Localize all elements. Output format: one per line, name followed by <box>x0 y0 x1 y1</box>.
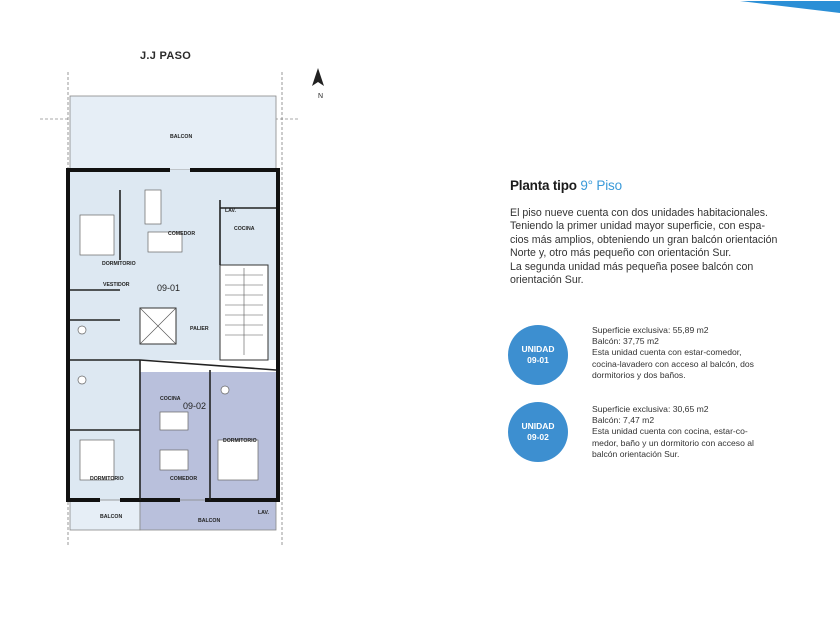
balcony-bottom-right <box>140 500 276 530</box>
unit-09-01-block <box>508 325 818 389</box>
unit-09-02-block <box>508 402 818 466</box>
description: El piso nueve cuenta con dos unidades habitacionales. Teniendo la primer unidad mayor superficie, con espa- cios más amplios, obteniendo un gran balcón orientación Norte y, otro más pequeño con orientación Sur. La segunda unidad más pequeña posee balcón con orientación Sur. <box>510 207 778 287</box>
label-balcon-top: BALCON <box>170 134 193 140</box>
label-dormitorio-01: DORMITORIO <box>102 261 136 267</box>
label-cocina-01: COCINA <box>234 226 255 232</box>
unit-02-label: 09-02 <box>183 401 207 411</box>
unit-09-02-badge: UNIDAD 09-02 <box>508 402 568 462</box>
unit-02-area <box>140 372 276 500</box>
info-panel <box>510 178 815 287</box>
corner-decoration <box>720 0 840 12</box>
label-palier: PALIER <box>190 326 209 332</box>
label-lav-02: LAV. <box>258 510 269 516</box>
north-arrow-icon <box>312 68 324 86</box>
north-label: N <box>318 93 324 100</box>
balcony-top <box>70 96 276 170</box>
label-balcon-bl: BALCON <box>100 514 123 520</box>
label-comedor-01: COMEDOR <box>168 231 196 237</box>
floor-plan <box>20 60 324 550</box>
title-highlight: 9° Piso <box>580 178 622 193</box>
label-lav-01: LAV. <box>225 208 236 214</box>
label-dormitorio-03: DORMITORIO <box>90 476 124 482</box>
street-label: J.J PASO <box>140 50 192 62</box>
unit-01-label: 09-01 <box>157 283 181 293</box>
page-title: Planta tipo 9° Piso <box>510 178 622 193</box>
label-dormitorio-02: DORMITORIO <box>223 438 257 444</box>
label-comedor-02: COMEDOR <box>170 476 198 482</box>
unit-09-02-details: Superficie exclusiva: 30,65 m2 Balcón: 7,47 m2 Esta unidad cuenta con cocina, estar-co- medor, baño y un dormitorio con acceso al balcón orientación Sur. <box>592 404 754 459</box>
unit-09-01-badge: UNIDAD 09-01 <box>508 325 568 385</box>
label-balcon-br: BALCON <box>198 518 221 524</box>
label-cocina-02: COCINA <box>160 396 181 402</box>
unit-09-01-details: Superficie exclusiva: 55,89 m2 Balcón: 37,75 m2 Esta unidad cuenta con estar-comedor, cocina-lavadero con acceso al balcón, dos dormitorios y dos baños. <box>592 325 754 380</box>
label-vestidor: VESTIDOR <box>103 282 130 288</box>
